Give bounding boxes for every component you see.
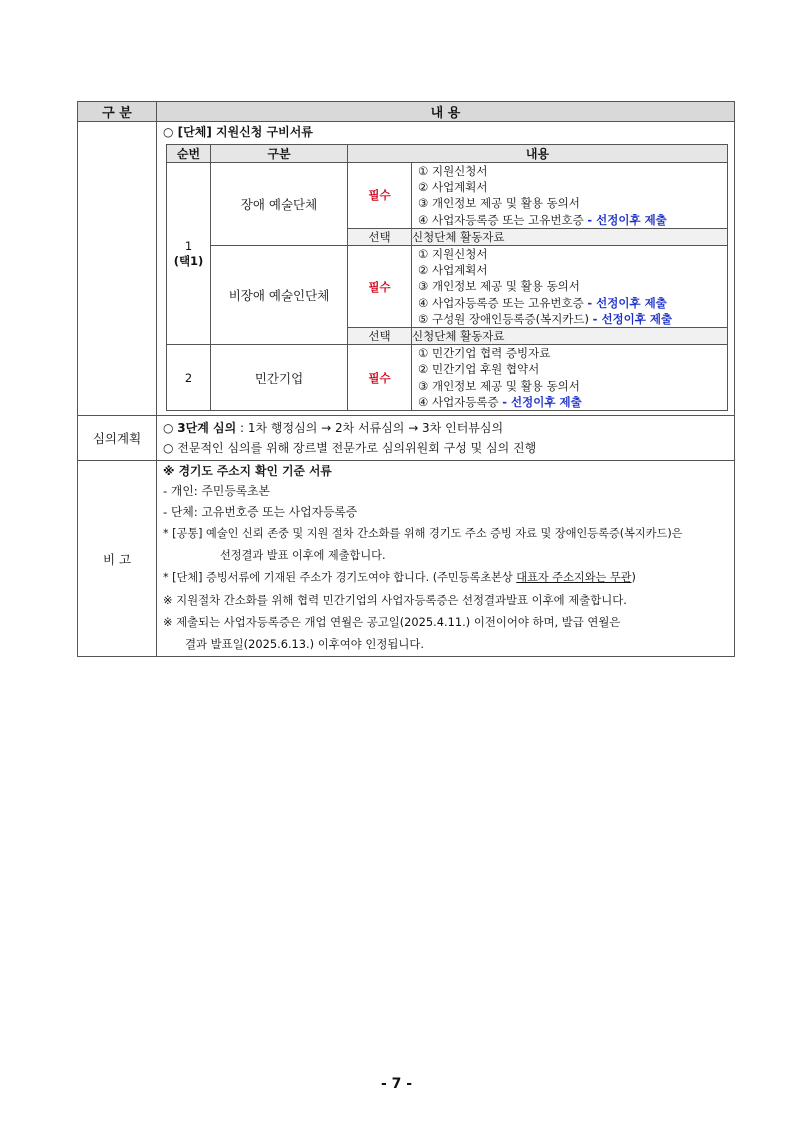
private-items: [412, 345, 728, 411]
remarks-line-simplify: ※ 지원절차 간소화를 위해 협력 민간기업의 사업자등록증은 선정결과발표 이후에 제출합니다.: [163, 593, 627, 608]
nondisabled-group-name: 비장애 예술인단체: [211, 246, 348, 345]
remarks-content: [157, 461, 735, 657]
docs-title: ○ [단체] 지원신청 구비서류: [163, 125, 313, 139]
page-number: - 7 -: [380, 1076, 413, 1092]
group2-no: 2: [167, 345, 211, 411]
remarks-line-individual: - 개인: 주민등록초본: [163, 484, 270, 499]
header-content: 내 용: [157, 102, 735, 122]
remarks-label: 비 고: [78, 461, 157, 657]
list-item: ② 사업계획서: [418, 180, 488, 195]
group1-choose-one: (택1): [173, 253, 204, 268]
list-item: ⑤ 구성원 장애인등록증(복지카드) - 선정이후 제출: [418, 311, 673, 326]
remarks-line-common-cont: 선정결과 발표 이후에 제출합니다.: [220, 549, 386, 563]
remarks-title: ※ 경기도 주소지 확인 기준 서류: [163, 464, 332, 479]
remarks-underline: 대표자 주소지와는 무관: [516, 571, 632, 585]
disabled-items: [412, 163, 728, 229]
submit-after-selection-note: - 선정이후 제출: [592, 311, 673, 326]
docs-col-no: 순번: [167, 145, 211, 163]
nondisabled-optional-item: 신청단체 활동자료: [412, 328, 728, 345]
main-table: [77, 101, 735, 657]
group1-no-cell: [167, 163, 211, 345]
list-item: ④ 사업자등록증 또는 고유번호증 - 선정이후 제출: [418, 212, 667, 227]
submit-after-selection-note: - 선정이후 제출: [587, 212, 667, 227]
list-item: ③ 개인정보 제공 및 활용 동의서: [418, 279, 580, 294]
nondisabled-items: [412, 246, 728, 328]
remarks-line-common: * [공통] 예술인 신뢰 존중 및 지원 절차 간소화를 위해 경기도 주소 증빙 자료 및 장애인등록증(복지카드)은: [163, 527, 683, 541]
list-item: ③ 개인정보 제공 및 활용 동의서: [418, 196, 580, 211]
docs-category-cell: [78, 122, 157, 416]
docs-col-content: 내용: [348, 145, 728, 163]
remarks-line-registration-cont: 결과 발표일(2025.6.13.) 이후여야 인정됩니다.: [185, 637, 425, 652]
list-item: ① 지원신청서: [418, 164, 488, 178]
review-line-2: ○ 전문적인 심의를 위해 장르별 전문가로 심의위원회 구성 및 심의 진행: [163, 441, 537, 456]
nondisabled-optional: 선택: [348, 328, 412, 345]
disabled-required: 필수: [348, 163, 412, 229]
docs-content-cell: [157, 122, 735, 416]
list-item: ② 사업계획서: [418, 263, 488, 278]
submit-after-selection-note: - 선정이후 제출: [587, 295, 667, 310]
review-line-1: ○ 3단계 심의 : 1차 행정심의 → 2차 서류심의 → 3차 인터뷰심의: [163, 421, 504, 436]
review-content: [157, 416, 735, 461]
nondisabled-required: 필수: [348, 246, 412, 328]
review-label: 심의계획: [78, 416, 157, 461]
header-category: 구 분: [78, 102, 157, 122]
group1-no: 1: [184, 238, 193, 253]
list-item: ④ 사업자등록증 - 선정이후 제출: [418, 394, 582, 409]
list-item: ① 민간기업 협력 증빙자료: [418, 346, 551, 361]
list-item: ③ 개인정보 제공 및 활용 동의서: [418, 378, 580, 393]
docs-col-category: 구분: [211, 145, 348, 163]
remarks-line-group: - 단체: 고유번호증 또는 사업자등록증: [163, 505, 358, 520]
list-item: ④ 사업자등록증 또는 고유번호증 - 선정이후 제출: [418, 295, 667, 310]
private-group-name: 민간기업: [211, 345, 348, 411]
remarks-line-registration: ※ 제출되는 사업자등록증은 개업 연월은 공고일(2025.4.11.) 이전이어야 하며, 발급 연월은: [163, 615, 621, 630]
list-item: ① 지원신청서: [418, 247, 488, 262]
list-item: ② 민간기업 후원 협약서: [418, 362, 540, 377]
submit-after-selection-note: - 선정이후 제출: [502, 394, 582, 409]
remarks-line-group-address: * [단체] 증빙서류에 기재된 주소가 경기도여야 합니다. (주민등록초본상 대표자 주소지와는 무관): [163, 571, 636, 585]
disabled-optional-item: 신청단체 활동자료: [412, 228, 728, 245]
disabled-group-name: 장애 예술단체: [211, 163, 348, 246]
docs-table: [166, 144, 728, 411]
private-required: 필수: [348, 345, 412, 411]
disabled-optional: 선택: [348, 228, 412, 245]
